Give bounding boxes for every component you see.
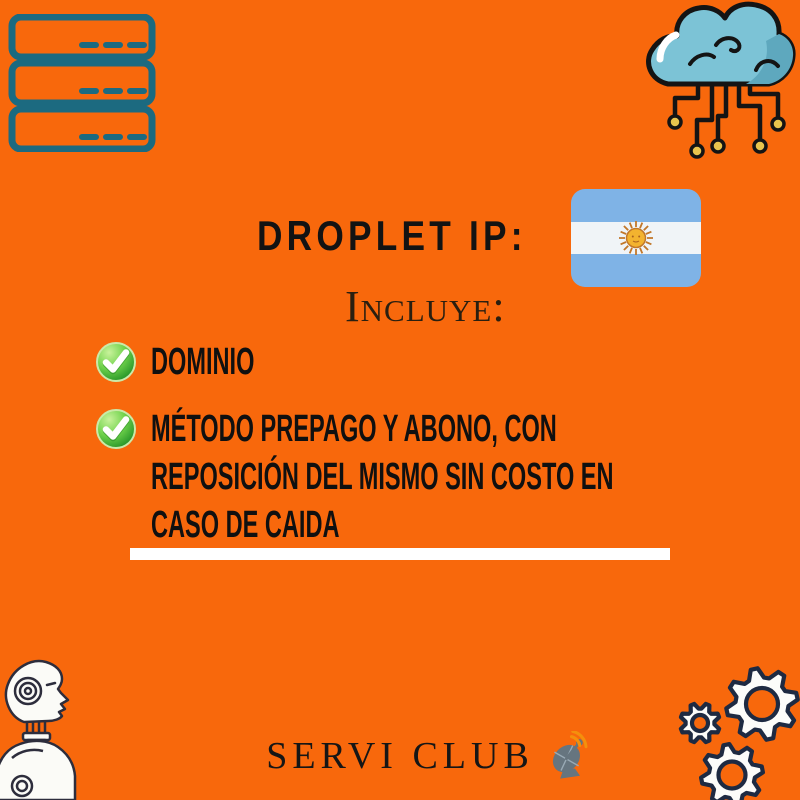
list-item-text: DOMINIO bbox=[151, 341, 255, 383]
check-icon bbox=[95, 341, 137, 383]
page-title: DROPLET IP: bbox=[257, 212, 527, 259]
list-item bbox=[95, 405, 735, 549]
checklist bbox=[95, 338, 735, 549]
robot-icon bbox=[0, 655, 120, 800]
list-item bbox=[95, 338, 735, 386]
list-item-text: MÉTODO PREPAGO Y ABONO, CON REPOSICIÓN DEL MISMO SIN COSTO EN CASO DE CAIDA bbox=[151, 408, 614, 546]
cloud-circuit-icon bbox=[640, 0, 800, 172]
argentina-flag-icon bbox=[571, 189, 701, 287]
subtitle: Incluye: bbox=[345, 282, 506, 331]
divider-line bbox=[130, 548, 670, 560]
check-icon bbox=[95, 408, 137, 450]
gears-icon bbox=[660, 655, 800, 800]
brand-name: SERVI CLUB bbox=[266, 735, 534, 777]
satellite-dish-icon bbox=[546, 731, 594, 779]
server-rack-icon bbox=[6, 14, 158, 152]
